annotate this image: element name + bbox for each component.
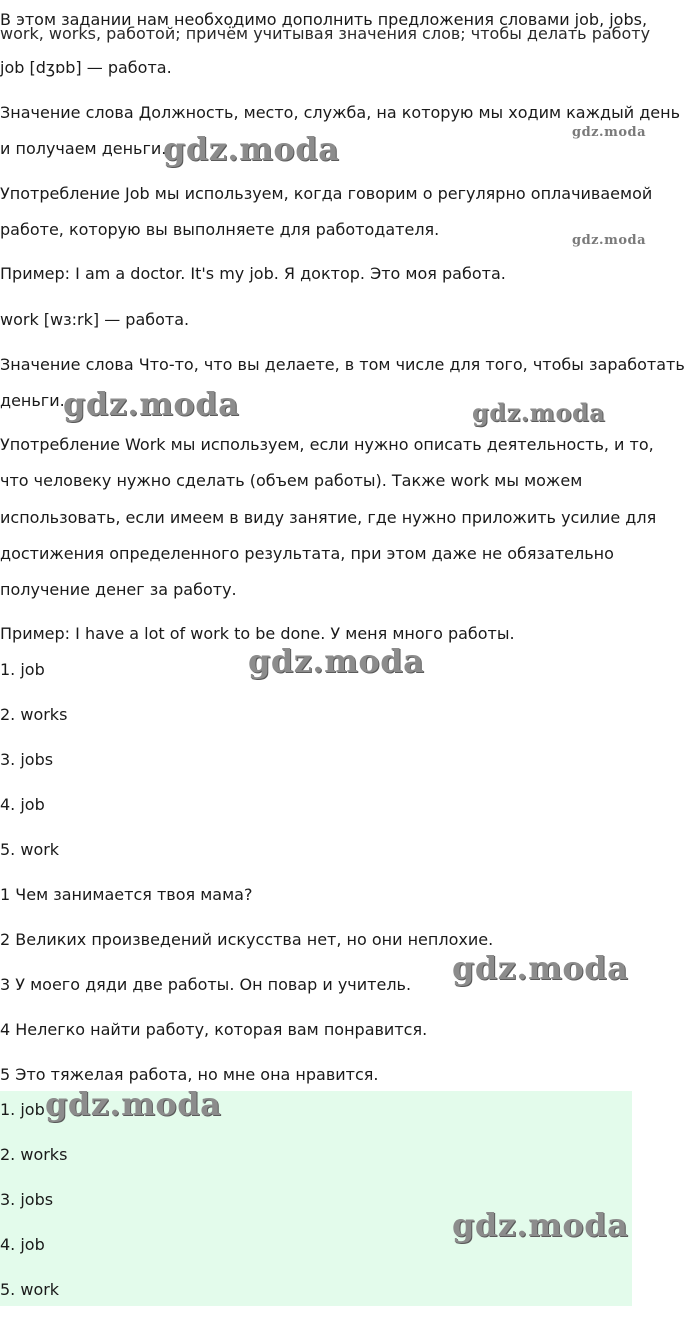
answer-item: 5. work — [0, 840, 60, 859]
watermark: gdz.moda — [248, 642, 425, 680]
answer-item: 4. job — [0, 795, 45, 814]
watermark: gdz.moda — [163, 130, 340, 168]
watermark: gdz.moda — [452, 949, 629, 987]
answer-item: 1. job — [0, 660, 45, 679]
job-usage-line-1: Употребление Job мы используем, когда говорим о регулярно оплачиваемой — [0, 184, 653, 203]
final-answer-item: 4. job — [0, 1235, 45, 1254]
work-heading: work [wɜ:rk] — работа. — [0, 310, 190, 329]
work-usage-line-4: достижения определенного результата, при этом даже не обязательно — [0, 544, 614, 563]
work-meaning-line-2: деньги. — [0, 391, 65, 410]
work-usage-line-1: Употребление Work мы используем, если нужно описать деятельность, и то, — [0, 435, 654, 454]
answer-highlight-box — [0, 1091, 632, 1306]
final-answer-item: 2. works — [0, 1145, 68, 1164]
job-meaning-line-1: Значение слова Должность, место, служба, на которую мы ходим каждый день — [0, 103, 680, 122]
translation-item: 3 У моего дяди две работы. Он повар и учитель. — [0, 975, 412, 994]
intro-cut-line: work, works, работой; причём учитывая значения слов; чтобы делать работу — [0, 24, 651, 43]
intro-text: В этом задании нам необходимо дополнить предложения словами job, jobs, — [0, 10, 648, 29]
watermark: gdz.moda — [472, 398, 606, 427]
watermark: gdz.moda — [63, 385, 240, 423]
job-example: Пример: I am a doctor. It's my job. Я доктор. Это моя работа. — [0, 264, 506, 283]
watermark: gdz.moda — [45, 1085, 222, 1123]
watermark: gdz.moda — [572, 233, 647, 248]
watermark: gdz.moda — [572, 125, 647, 140]
work-usage-line-5: получение денег за работу. — [0, 580, 237, 599]
job-meaning-line-2: и получаем деньги. — [0, 139, 167, 158]
answer-item: 3. jobs — [0, 750, 54, 769]
job-heading: job [dʒɒb] — работа. — [0, 58, 172, 77]
translation-item: 4 Нелегко найти работу, которая вам понравится. — [0, 1020, 428, 1039]
work-meaning-line-1: Значение слова Что-то, что вы делаете, в том числе для того, чтобы заработать — [0, 355, 685, 374]
final-answer-item: 3. jobs — [0, 1190, 54, 1209]
final-answer-item: 1. job — [0, 1100, 45, 1119]
watermark: gdz.moda — [452, 1206, 629, 1244]
job-usage-line-2: работе, которую вы выполняете для работодателя. — [0, 220, 440, 239]
translation-item: 5 Это тяжелая работа, но мне она нравится. — [0, 1065, 379, 1084]
final-answer-item: 5. work — [0, 1280, 60, 1299]
work-example: Пример: I have a lot of work to be done. У меня много работы. — [0, 624, 515, 643]
translation-item: 1 Чем занимается твоя мама? — [0, 885, 253, 904]
translation-item: 2 Великих произведений искусства нет, но они неплохие. — [0, 930, 494, 949]
work-usage-line-2: что человеку нужно сделать (объем работы). Также work мы можем — [0, 471, 583, 490]
work-usage-line-3: использовать, если имеем в виду занятие, где нужно приложить усилие для — [0, 508, 657, 527]
answer-item: 2. works — [0, 705, 68, 724]
